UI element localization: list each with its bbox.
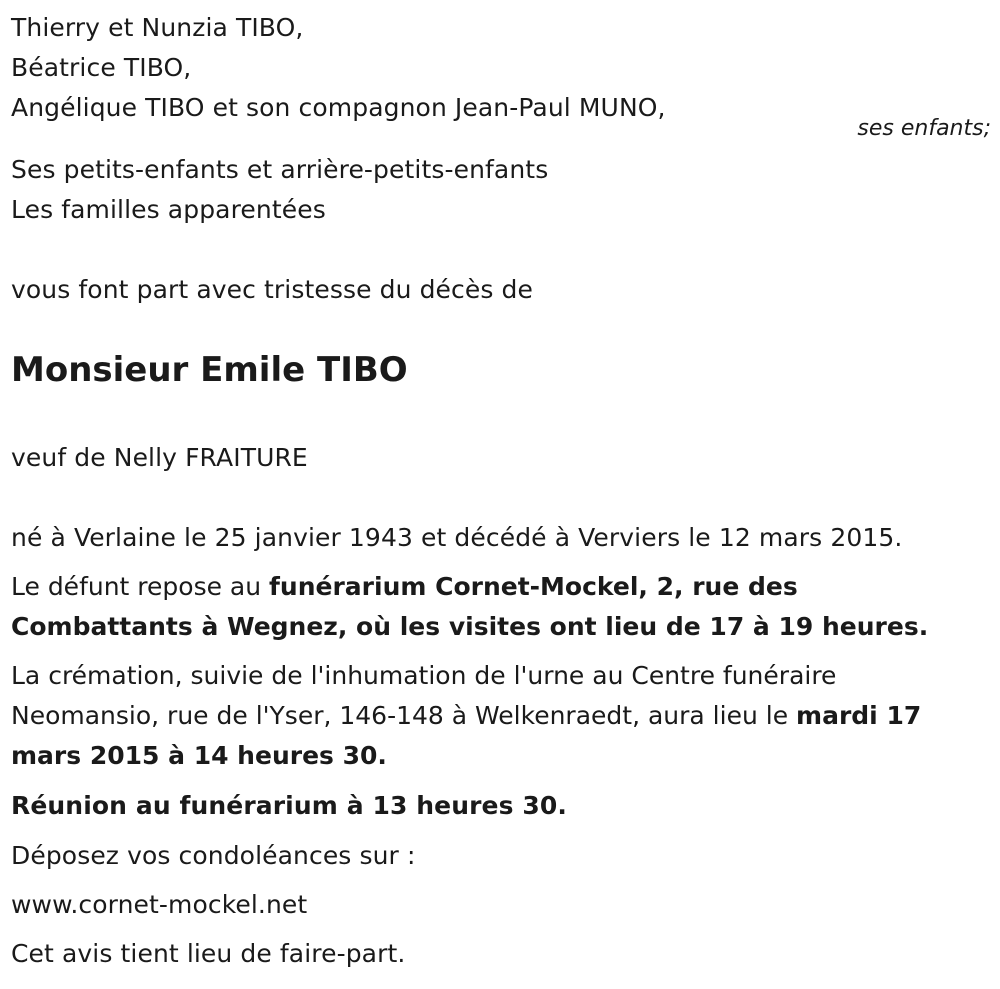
children-label: ses enfants; <box>857 116 991 141</box>
announcement-text: vous font part avec tristesse du décès de <box>11 275 533 304</box>
rest-place-details: funérarium Cornet-Mockel, 2, rue des Combattants à Wegnez, où les visites ont lieu de 17 à 19 heures. <box>11 572 929 641</box>
notice-text: Cet avis tient lieu de faire-part. <box>11 939 406 968</box>
family-line-3: Angélique TIBO et son compagnon Jean-Paul MUNO, <box>11 93 666 122</box>
cremation-paragraph <box>11 656 986 776</box>
cremation-datetime: mardi 17 mars 2015 à 14 heures 30. <box>11 701 922 770</box>
widower-of: veuf de Nelly FRAITURE <box>11 443 308 472</box>
family-line-2: Béatrice TIBO, <box>11 53 192 82</box>
family-line-4: Ses petits-enfants et arrière-petits-enfants <box>11 155 549 184</box>
birth-death-info: né à Verlaine le 25 janvier 1943 et décédé à Verviers le 12 mars 2015. <box>11 523 903 552</box>
cremation-intro: La crémation, suivie de l'inhumation de l'urne au Centre funéraire Neomansio, rue de l'Yser, 146-148 à Welkenraedt, aura lieu le <box>11 661 837 730</box>
condolences-label: Déposez vos condoléances sur : <box>11 841 416 870</box>
family-line-5: Les familles apparentées <box>11 195 326 224</box>
website-link[interactable]: www.cornet-mockel.net <box>11 890 308 919</box>
meeting-info: Réunion au funérarium à 13 heures 30. <box>11 791 567 820</box>
deceased-name: Monsieur Emile TIBO <box>11 350 408 390</box>
family-line-1: Thierry et Nunzia TIBO, <box>11 13 304 42</box>
rest-place-intro: Le défunt repose au <box>11 572 270 601</box>
rest-place-paragraph <box>11 567 986 647</box>
